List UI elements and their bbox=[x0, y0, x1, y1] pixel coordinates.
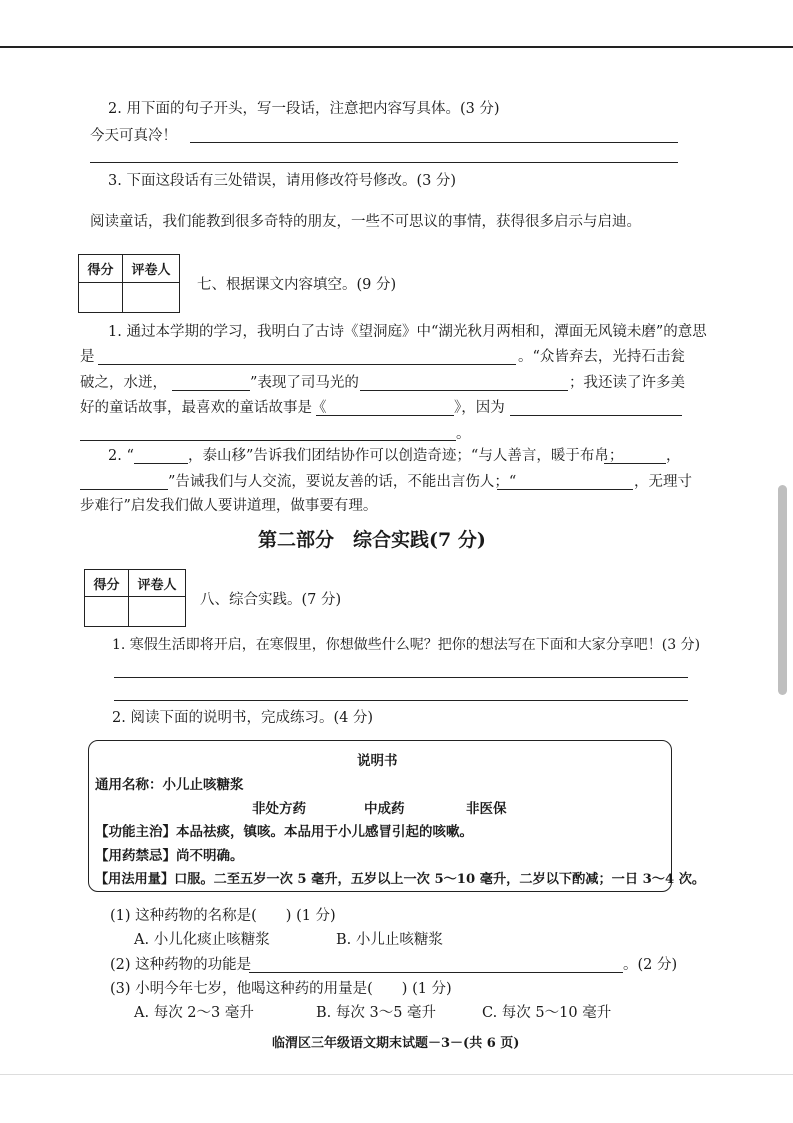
answer-line[interactable] bbox=[316, 415, 454, 416]
q7-line1: 1. 通过本学期的学习，我明白了古诗《望洞庭》中“湖光秋月两相和，潭面无风镜未磨”的意思 bbox=[108, 324, 707, 340]
manual-title: 说明书 bbox=[357, 753, 398, 769]
q7-line2-end: 。“众皆弃去，光持石击瓮 bbox=[518, 349, 685, 365]
answer-line[interactable] bbox=[114, 677, 688, 678]
answer-line[interactable] bbox=[90, 162, 678, 163]
answer-line[interactable] bbox=[134, 463, 188, 464]
q7-line2-start: 是 bbox=[80, 349, 95, 365]
manual-function: 【功能主治】本品祛痰，镇咳。本品用于小儿感冒引起的咳嗽。 bbox=[95, 824, 473, 840]
q7-line7-end: ，无理寸 bbox=[634, 474, 692, 490]
answer-line[interactable] bbox=[172, 390, 250, 391]
score-cell[interactable] bbox=[85, 597, 129, 627]
q7-title: 七、根据课文内容填空。(9 分) bbox=[197, 277, 397, 293]
answer-line[interactable] bbox=[604, 463, 666, 464]
grader-cell[interactable] bbox=[123, 283, 180, 313]
q6-item3-prompt: 3. 下面这段话有三处错误，请用修改符号修改。(3 分) bbox=[108, 173, 457, 189]
answer-line[interactable] bbox=[114, 700, 688, 701]
q8-item1: 1. 寒假生活即将开启，在寒假里，你想做些什么呢？把你的想法写在下面和大家分享吧！(3 分) bbox=[112, 637, 701, 653]
part2-title: 第二部分 综合实践(7 分) bbox=[258, 529, 486, 551]
page-bottom-rule bbox=[0, 1074, 793, 1075]
answer-line[interactable] bbox=[80, 489, 168, 490]
score-table bbox=[78, 254, 180, 313]
q6-item2-prompt: 2. 用下面的句子开头，写一段话，注意把内容写具体。(3 分) bbox=[108, 101, 500, 117]
grader-header: 评卷人 bbox=[123, 255, 180, 283]
q7-line4-mid: 》，因为 bbox=[454, 400, 505, 416]
subq1-option-b[interactable]: B. 小儿止咳糖浆 bbox=[336, 932, 443, 948]
page-footer: 临渭区三年级语文期末试题－3－(共 6 页) bbox=[272, 1036, 520, 1051]
page-top-rule bbox=[0, 46, 793, 48]
subq1: (1) 这种药物的名称是( ) (1 分) bbox=[110, 908, 336, 924]
q8-item2: 2. 阅读下面的说明书，完成练习。(4 分) bbox=[112, 710, 374, 726]
scrollbar-thumb[interactable] bbox=[778, 485, 787, 695]
q6-item2-start: 今天可真冷！ bbox=[90, 128, 177, 144]
manual-generic-name: 通用名称：小儿止咳糖浆 bbox=[95, 777, 244, 793]
score-cell[interactable] bbox=[79, 283, 123, 313]
q6-item3-text: 阅读童话，我们能教到很多奇特的朋友，一些不可思议的事情，获得很多启示与启迪。 bbox=[90, 214, 641, 230]
score-table bbox=[84, 569, 186, 627]
subq3-option-b[interactable]: B. 每次 3～5 毫升 bbox=[316, 1005, 437, 1021]
grader-header: 评卷人 bbox=[129, 570, 186, 597]
score-header: 得分 bbox=[79, 255, 123, 283]
subq2-start: (2) 这种药物的功能是 bbox=[110, 957, 252, 973]
q7-line3-end: ；我还读了许多美 bbox=[569, 375, 685, 391]
grader-cell[interactable] bbox=[129, 597, 186, 627]
answer-line[interactable] bbox=[190, 142, 678, 143]
q7-line3-start: 破之，水迸， bbox=[80, 375, 167, 391]
q7-line6-start: 2. “ bbox=[108, 448, 134, 464]
q7-line6-end: ， bbox=[666, 448, 681, 464]
answer-line[interactable] bbox=[249, 972, 623, 973]
manual-contraindication: 【用药禁忌】尚不明确。 bbox=[95, 848, 244, 864]
answer-line[interactable] bbox=[98, 364, 516, 365]
manual-tag-tcm: 中成药 bbox=[364, 801, 405, 817]
score-header: 得分 bbox=[85, 570, 129, 597]
subq3-option-c[interactable]: C. 每次 5～10 毫升 bbox=[482, 1005, 612, 1021]
subq3: (3) 小明今年七岁，他喝这种药的用量是( ) (1 分) bbox=[110, 981, 452, 997]
q7-line7-start: ”告诫我们与人交流，要说友善的话，不能出言伤人；“ bbox=[168, 474, 517, 490]
manual-tag-otc: 非处方药 bbox=[252, 801, 306, 817]
manual-dosage: 【用法用量】口服。二至五岁一次 5 毫升，五岁以上一次 5～10 毫升，二岁以下酌减；一日 3～4 次。 bbox=[95, 872, 706, 887]
answer-line[interactable] bbox=[510, 415, 682, 416]
answer-line[interactable] bbox=[80, 440, 456, 441]
q7-line8: 步难行”启发我们做人要讲道理，做事要有理。 bbox=[80, 498, 378, 514]
answer-line[interactable] bbox=[360, 390, 568, 391]
subq3-option-a[interactable]: A. 每次 2～3 毫升 bbox=[134, 1005, 254, 1021]
q7-line5-end: 。 bbox=[456, 426, 471, 442]
q7-line6-mid: ，泰山移”告诉我们团结协作可以创造奇迹；“与人善言，暖于布帛； bbox=[188, 448, 624, 464]
q7-line3-mid: ”表现了司马光的 bbox=[250, 375, 359, 391]
q8-title: 八、综合实践。(7 分) bbox=[200, 592, 342, 608]
subq1-option-a[interactable]: A. 小儿化痰止咳糖浆 bbox=[134, 932, 270, 948]
answer-line[interactable] bbox=[497, 489, 633, 490]
subq2-end: 。(2 分) bbox=[623, 957, 678, 973]
manual-tag-non-insurance: 非医保 bbox=[466, 801, 507, 817]
q7-line4-start: 好的童话故事，最喜欢的童话故事是《 bbox=[80, 400, 327, 416]
